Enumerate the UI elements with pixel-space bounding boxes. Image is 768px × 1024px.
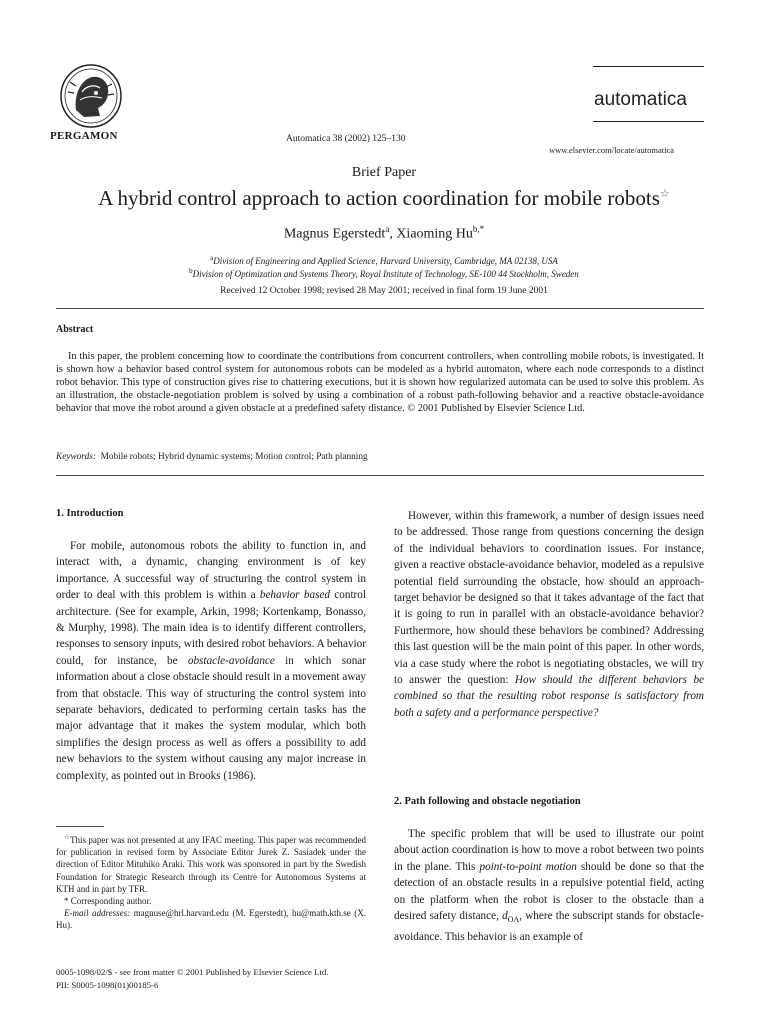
elsevier-tree-logo-icon — [58, 62, 124, 130]
introduction-paragraph-1 — [56, 538, 366, 784]
emphasis-text: point-to-point motion — [479, 860, 577, 873]
section-heading-introduction: 1. Introduction — [56, 508, 124, 519]
keywords — [56, 452, 368, 462]
paper-type: Brief Paper — [351, 165, 417, 180]
body-text: However, within this framework, a number of design issues need to be addressed. Those range from questions concerning the design of the individual behaviors to coordination issues. For instance, given a reactive obstacle-avoidance behavior, modeled as a repulsive potential field surrounding the obstacle, how should an approach-target behavior be designed so that it takes advantage of the fact that it is going to run in parallel with an obstacle-avoidance behavior? Furthermore, how should these behaviors be combined? Addressing this last question will be the main point of this paper. In other words, via a case study where the robot is negotiating obstacles, we will try to answer the question: — [394, 510, 704, 687]
footnote-divider — [56, 826, 104, 827]
author-name: Magnus Egerstedt — [283, 226, 386, 242]
affiliation-text: Division of Optimization and Systems Theory, Royal Institute of Technology, SE-100 44 Stockholm, Sweden — [192, 269, 579, 279]
journal-citation: Automatica 38 (2002) 125–130 — [286, 134, 406, 144]
email-addresses[interactable]: magnuse@hrl.harvard.edu (M. Egerstedt), hu@math.kth.se (X. Hu). — [56, 908, 366, 931]
publisher-name: PERGAMON — [50, 130, 118, 142]
abstract-heading: Abstract — [56, 324, 94, 335]
journal-rule-bottom — [593, 121, 704, 122]
body-text: The specific problem that will be used to illustrate our point about action coordination is how to move a robot between two points in the plane. This — [394, 828, 704, 873]
keywords-divider — [56, 475, 704, 476]
author-list — [0, 224, 768, 243]
path-following-paragraph-1 — [394, 826, 704, 945]
affiliation-mark: b — [189, 267, 193, 275]
emphasis-text: How should the different behaviors be combined so that the resulting robot response is satisfactory from both a safety and a performance perspective? — [394, 674, 704, 719]
journal-url-link[interactable]: www.elsevier.com/locate/automatica — [549, 145, 675, 155]
front-matter — [56, 966, 329, 992]
body-text: control architecture. (See for example, Arkin, 1998; Kortenkamp, Bonasso, & Murphy, 1998). The main idea is to identify different controllers, responses to sensory inputs, with desired robot behaviors. A behavior could, for instance, be — [56, 589, 366, 667]
body-text: in which sonar information about a close obstacle should result in a movement away from that obstacle. This way of structuring the control system into separate behaviors, dedicated to performing certain tasks has the major advantage that it makes the system modular, which both simplifies the design process as well as offers a possibility to add new behaviors to the system without causing any major increase in complexity, as pointed out in Brooks (1986). — [56, 654, 366, 782]
title-footnote-mark[interactable]: ☆ — [659, 188, 670, 200]
received-dates: Received 12 October 1998; revised 28 May 2001; received in final form 19 June 2001 — [220, 286, 548, 296]
author-affiliation-mark: b,* — [472, 224, 485, 234]
emphasis-text: obstacle-avoidance — [187, 654, 275, 667]
footnote-text: This paper was not presented at any IFAC meeting. This paper was recommended for publication in revised form by Associate Editor Jurek Z. Sasiadek under the direction of Editor Mituhiko Araki. This work was sponsored in part by the Swedish Foundation for Strategic Research through its Centre for Autonomous Systems at KTH and in part by TFR. — [56, 835, 366, 894]
math-subscript: OA — [507, 915, 520, 925]
math-symbol: d — [502, 910, 508, 923]
journal-rule-top — [593, 66, 704, 67]
front-matter-line: 0005-1098/02/$ - see front matter © 2001 Published by Elsevier Science Ltd. — [56, 967, 329, 977]
abstract-text: In this paper, the problem concerning how to coordinate the contributions from concurrent controllers, when controlling mobile robots, is investigated. It is shown how a behavior based control system for autonomous robots can be modeled as a hybrid automaton, where each node corresponds to a distinct robot behavior. This type of construction gives rise to chattering executions, but it is shown how regularized automata can be used to solve this problem. As an illustration, the obstacle-negotiation problem is solved by using a combination of a robust path-following behavior and a reactive obstacle-avoidance behavior that move the robot around a given obstacle at a predefined safety distance. © 2001 Published by Elsevier Science Ltd. — [56, 351, 704, 414]
author-separator: , — [389, 226, 397, 242]
paper-title — [0, 186, 768, 211]
email-label: E-mail addresses: — [64, 908, 131, 919]
body-text: should be done so that the detection of an obstacle results in a repulsive potential field, acting on the platform when the robot is closer to the obstacle than a desired safety distance, — [394, 860, 704, 923]
footnotes — [56, 832, 366, 932]
header-divider — [56, 308, 704, 309]
journal-name: automatica — [594, 89, 687, 110]
body-text: For mobile, autonomous robots the ability to function in, and interact with, a dynamic, changing environment is of key importance. A successful way of structuring the control system in order to deal with this problem is within a — [56, 540, 366, 602]
affiliation — [0, 254, 768, 266]
body-text: , where the subscript stands for obstacle-avoidance. This behavior is an example of — [394, 910, 704, 943]
author-name: Xiaoming Hu — [396, 226, 473, 242]
emphasis-text: behavior based — [259, 589, 331, 602]
author-affiliation-mark: a — [385, 224, 390, 234]
section-heading-path-following: 2. Path following and obstacle negotiation — [394, 796, 581, 807]
affiliation-mark: a — [210, 254, 214, 262]
introduction-paragraph-2 — [394, 508, 704, 721]
affiliation-text: Division of Engineering and Applied Science, Harvard University, Cambridge, MA 02138, USA — [213, 256, 558, 266]
keywords-label: Keywords: — [56, 452, 96, 462]
footnote-mark: ☆ — [64, 834, 70, 841]
footnote-text: Corresponding author. — [68, 896, 152, 907]
keywords-text: Mobile robots; Hybrid dynamic systems; Motion control; Path planning — [100, 452, 368, 462]
paper-title-text: A hybrid control approach to action coordination for mobile robots — [98, 186, 660, 210]
footnote-mark: * — [64, 896, 69, 907]
pii-line: PII: S0005-1098(01)00185-6 — [56, 980, 159, 990]
affiliation — [0, 267, 768, 279]
